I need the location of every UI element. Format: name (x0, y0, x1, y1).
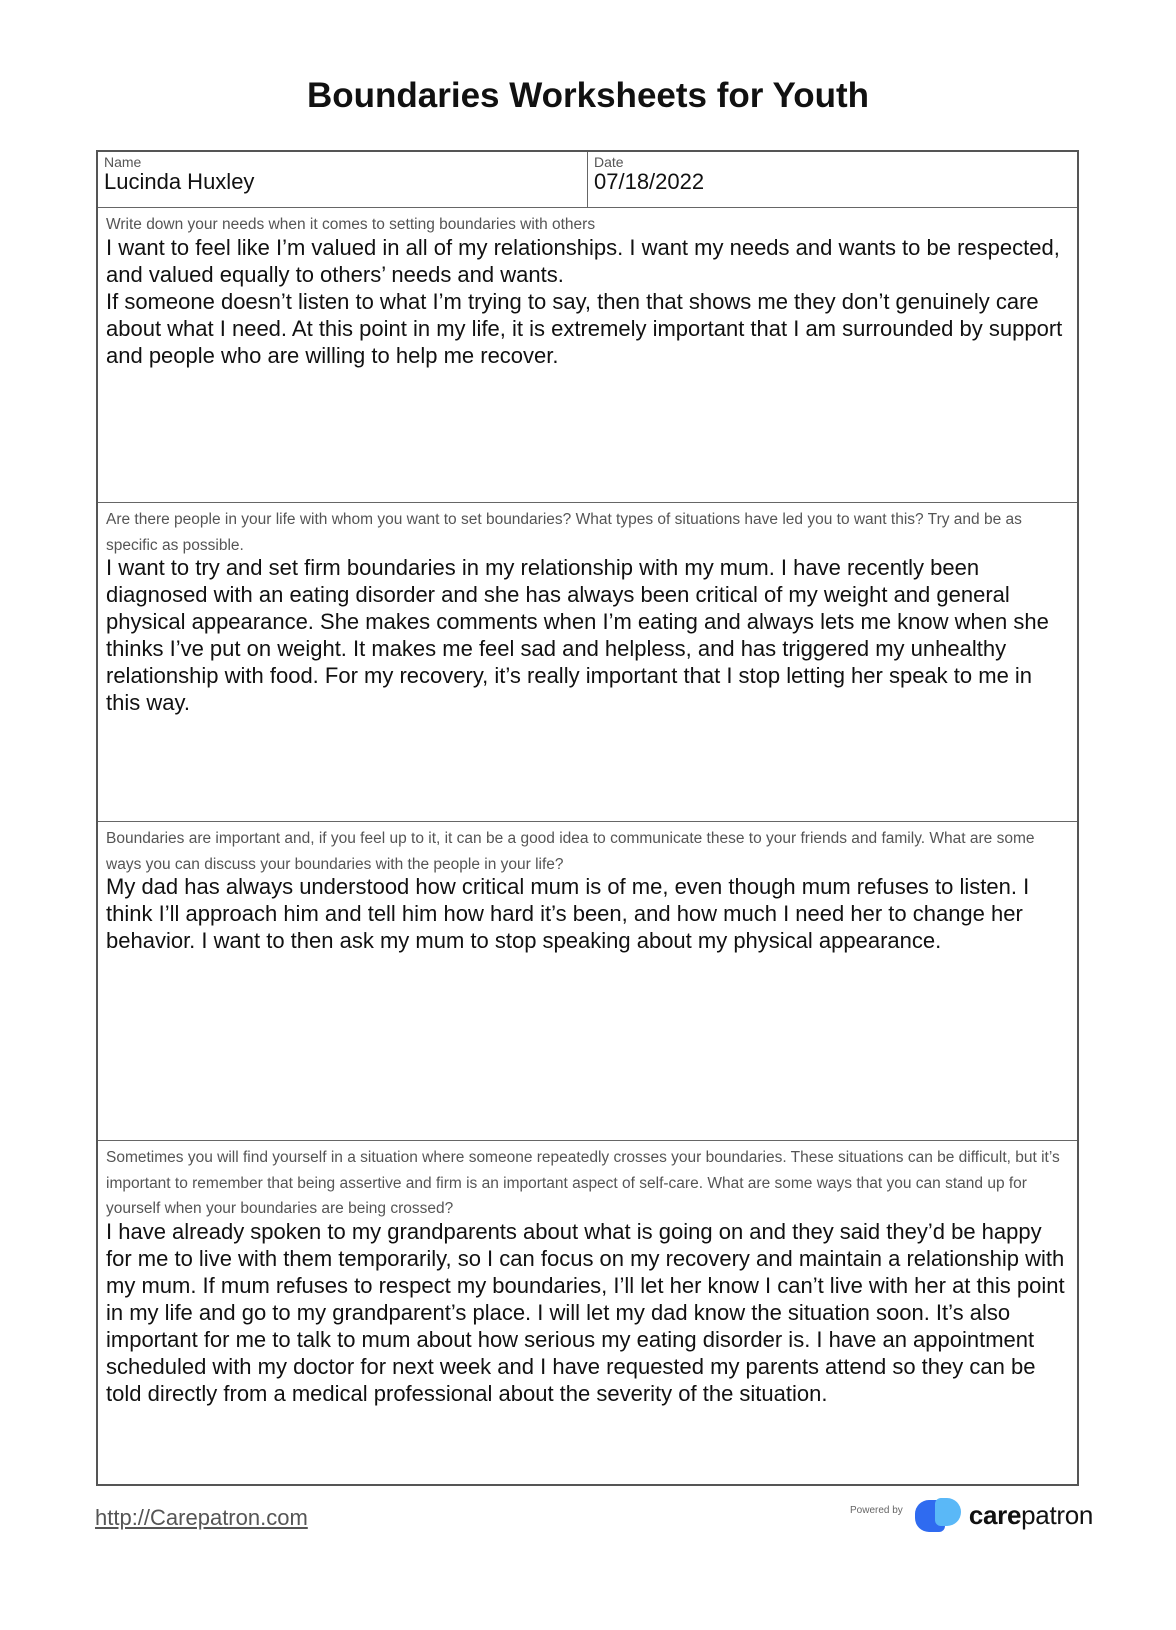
carepatron-logo (850, 1498, 1093, 1532)
worksheet-table (96, 150, 1079, 1486)
header-row (98, 152, 1077, 208)
carepatron-link[interactable]: http://Carepatron.com (95, 1505, 308, 1530)
question: Write down your needs when it comes to setting boundaries with others (106, 216, 596, 233)
section-stand-up[interactable] (98, 1141, 1077, 1484)
date-label: Date (594, 154, 624, 170)
answer: I want to try and set firm boundaries in my relationship with my mum. I have recently been diagnosed with an eating disorder and she has always been critical of my weight and general physical appearance. She makes comments when I’m eating and always lets me know when she thinks I’ve put on weight. It makes me feel sad and helpless, and has triggered my unhealthy relationship with food. For my recovery, it’s really important that I stop letting her speak to me in this way. (106, 555, 1049, 715)
answer: My dad has always understood how critical mum is of me, even though mum refuses to listen. I think I’ll approach him and tell him how hard it’s been, and how much I need her to change her behavior. I want to then ask my mum to stop speaking about my physical appearance. (106, 874, 1030, 953)
section-communicate[interactable] (98, 822, 1077, 1141)
question: Boundaries are important and, if you feel up to it, it can be a good idea to communicate these to your friends and family. What are some ways you can discuss your boundaries with the people in your life? (106, 830, 1035, 873)
question: Sometimes you will find yourself in a situation where someone repeatedly crosses your boundaries. These situations can be difficult, but it’s important to remember that being assertive and firm is an important aspect of self-care. What are some ways that you can stand up for yourself when your boundaries are being crossed? (106, 1149, 1060, 1217)
section-needs[interactable] (98, 208, 1077, 503)
date-field[interactable] (587, 152, 1077, 207)
name-field[interactable] (98, 152, 587, 207)
carepatron-logo-icon (915, 1498, 963, 1532)
page-title: Boundaries Worksheets for Youth (306, 76, 870, 115)
date-value: 07/18/2022 (594, 169, 705, 194)
answer: I want to feel like I’m valued in all of my relationships. I want my needs and wants to be respected, and valued equally to others’ needs and wants. If someone doesn’t listen to what I’m trying to say, then that shows me they don’t genuinely care about what I need. At this point in my life, it is extremely important that I am surrounded by support and people who are willing to help me recover. (106, 234, 1063, 368)
answer: I have already spoken to my grandparents about what is going on and they said they’d be happy for me to live with them temporarily, so I can focus on my recovery and maintain a relationship with my mum. If mum refuses to respect my boundaries, I’ll let her know I can’t live with her at this point in my life and go to my grandparent’s place. I will let my dad know the situation soon. It’s also important for me to talk to mum about how serious my eating disorder is. I have an appointment scheduled with my doctor for next week and I have requested my parents attend so they can be told directly from a medical professional about the severity of the situation. (106, 1218, 1065, 1406)
name-value: Lucinda Huxley (104, 169, 255, 194)
name-label: Name (104, 154, 142, 170)
powered-by-label: Powered by (850, 1504, 903, 1516)
section-people[interactable] (98, 503, 1077, 822)
brand-name: carepatron (968, 1499, 1094, 1530)
question: Are there people in your life with whom you want to set boundaries? What types of situations have led you to want this? Try and be as specific as possible. (106, 511, 1022, 554)
